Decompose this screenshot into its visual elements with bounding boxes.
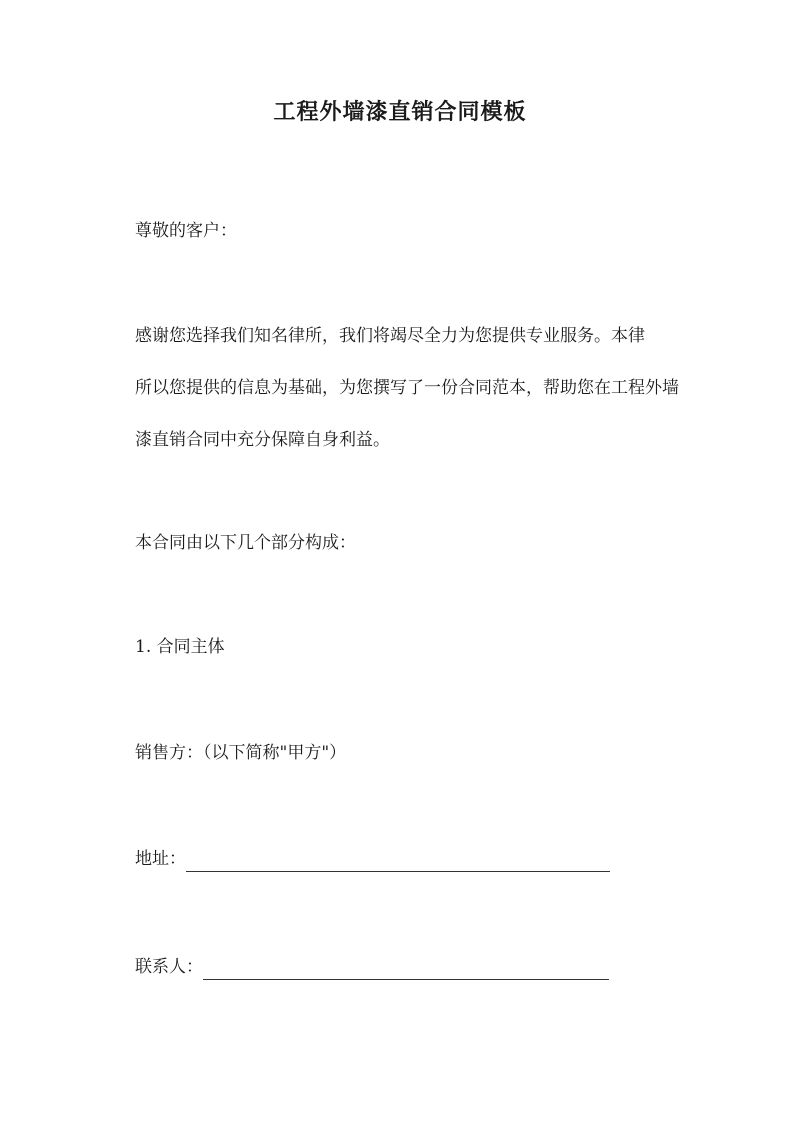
contact-row: [135, 954, 609, 980]
section-heading-parties: 1. 合同主体: [135, 637, 225, 657]
intro-line: 所以您提供的信息为基础，为您撰写了一份合同范本，帮助您在工程外墙: [135, 378, 679, 398]
address-blank-line: [186, 851, 610, 872]
intro-line: 感谢您选择我们知名律所，我们将竭尽全力为您提供专业服务。本律: [135, 326, 645, 346]
address-row: [135, 846, 610, 872]
address-label: 地址：: [135, 849, 186, 869]
contact-blank-line: [203, 959, 609, 980]
contact-label: 联系人：: [135, 957, 203, 977]
document-title: 工程外墙漆直销合同模板: [273, 99, 527, 125]
structure-intro: 本合同由以下几个部分构成：: [135, 533, 356, 553]
intro-line: 漆直销合同中充分保障自身利益。: [135, 430, 390, 450]
salutation: 尊敬的客户：: [135, 221, 237, 241]
seller-label: 销售方：（以下简称"甲方"）: [135, 743, 347, 763]
intro-paragraph: [135, 310, 695, 466]
